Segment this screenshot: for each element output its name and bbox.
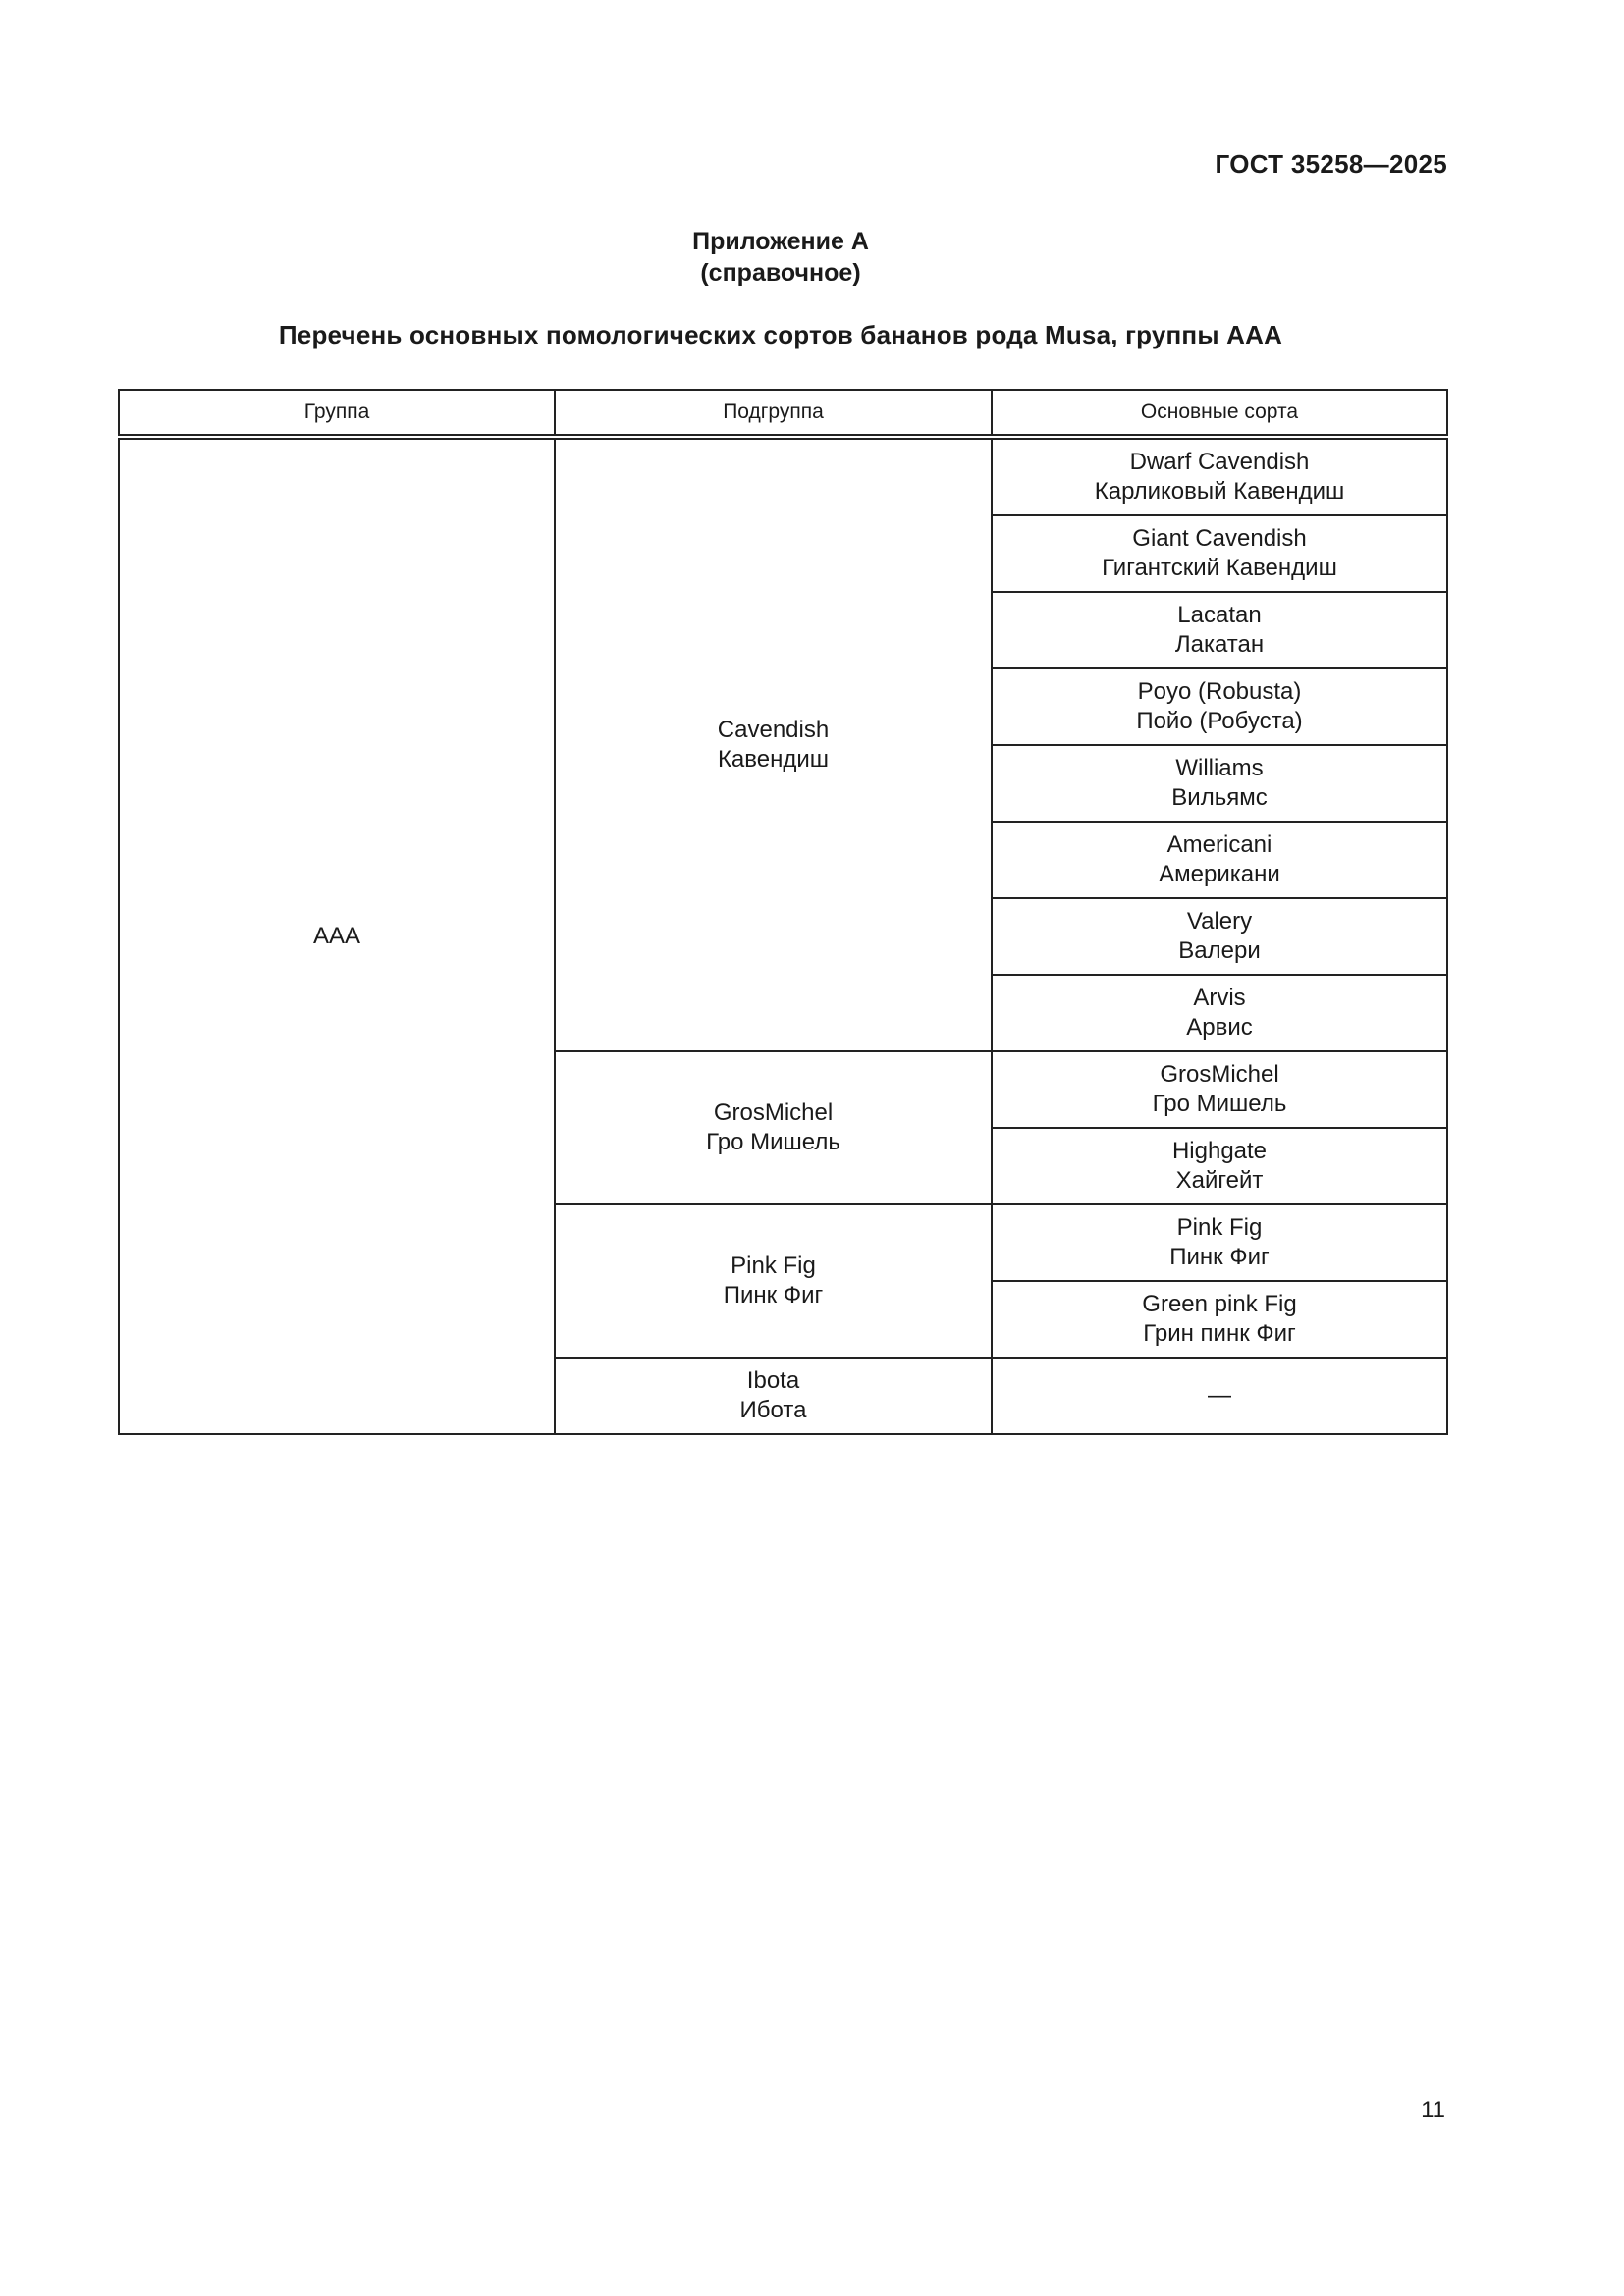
variety-cell <box>992 515 1447 592</box>
variety-name-en: Green pink Fig <box>1142 1291 1297 1317</box>
variety-name-ru: Арвис <box>1186 1014 1253 1041</box>
column-header-varieties: Основные сорта <box>992 390 1447 437</box>
appendix-title: Приложение А <box>692 228 869 255</box>
table-title: Перечень основных помологических сортов бананов рода Musa, группы ААА <box>278 320 1283 349</box>
variety-cell <box>992 592 1447 668</box>
subgroup-name-en: GrosMichel <box>713 1099 834 1126</box>
variety-name-en: Pink Fig <box>1176 1214 1263 1241</box>
variety-name-ru: Пойо (Робуста) <box>1136 708 1303 734</box>
variety-name-ru: Американи <box>1159 861 1280 887</box>
variety-cell <box>992 668 1447 745</box>
variety-cell <box>992 1204 1447 1281</box>
appendix-status: (справочное) <box>700 259 861 287</box>
variety-cell <box>992 975 1447 1051</box>
variety-name-en: Arvis <box>1193 985 1246 1011</box>
variety-name-ru: Вильямс <box>1171 784 1268 811</box>
subgroup-cell <box>555 1204 992 1358</box>
page-number: 11 <box>1421 2097 1445 2123</box>
variety-name-en: GrosMichel <box>1160 1061 1279 1088</box>
variety-name-en: Highgate <box>1171 1138 1268 1164</box>
variety-name-ru: Хайгейт <box>1175 1167 1264 1194</box>
variety-cell <box>992 1128 1447 1204</box>
subgroup-name-ru: Гро Мишель <box>706 1129 840 1155</box>
variety-cell <box>992 898 1447 975</box>
variety-name-en: Williams <box>1175 755 1264 781</box>
subgroup-cell <box>555 1358 992 1434</box>
table-row <box>119 437 1447 515</box>
group-cell: ААА <box>119 437 555 1434</box>
variety-name-ru: Валери <box>1178 937 1261 964</box>
variety-cell-empty: — <box>992 1358 1447 1434</box>
column-header-subgroup: Подгруппа <box>555 390 992 437</box>
variety-name-en: Americani <box>1166 831 1272 858</box>
subgroup-name-en: Pink Fig <box>731 1253 816 1279</box>
variety-name-en: Poyo (Robusta) <box>1137 678 1302 705</box>
banana-varieties-table <box>118 389 1448 1435</box>
variety-name-ru: Гигантский Кавендиш <box>1102 555 1337 581</box>
variety-name-en: Dwarf Cavendish <box>1129 449 1310 475</box>
variety-name-ru: Гро Мишель <box>1152 1091 1287 1117</box>
variety-cell <box>992 1281 1447 1358</box>
subgroup-name-en: Ibota <box>746 1367 800 1394</box>
variety-cell <box>992 437 1447 515</box>
subgroup-name-en: Cavendish <box>717 717 830 743</box>
subgroup-cell <box>555 1051 992 1204</box>
variety-name-ru: Карликовый Кавендиш <box>1094 478 1345 505</box>
variety-cell <box>992 1051 1447 1128</box>
subgroup-cell <box>555 437 992 1051</box>
table-header-row <box>119 390 1447 437</box>
document-code: ГОСТ 35258—2025 <box>1215 149 1447 179</box>
variety-name-ru: Грин пинк Фиг <box>1143 1320 1296 1347</box>
variety-name-en: Valery <box>1186 908 1253 934</box>
variety-name-ru: Лакатан <box>1174 631 1265 658</box>
subgroup-name-ru: Ибота <box>739 1397 807 1423</box>
variety-name-ru: Пинк Фиг <box>1169 1244 1270 1270</box>
variety-cell <box>992 822 1447 898</box>
appendix-heading <box>0 226 1561 289</box>
subgroup-name-ru: Пинк Фиг <box>723 1282 824 1308</box>
variety-name-en: Giant Cavendish <box>1132 525 1307 552</box>
column-header-group: Группа <box>119 390 555 437</box>
subgroup-name-ru: Кавендиш <box>717 746 830 773</box>
variety-name-en: Lacatan <box>1177 602 1262 628</box>
variety-cell <box>992 745 1447 822</box>
